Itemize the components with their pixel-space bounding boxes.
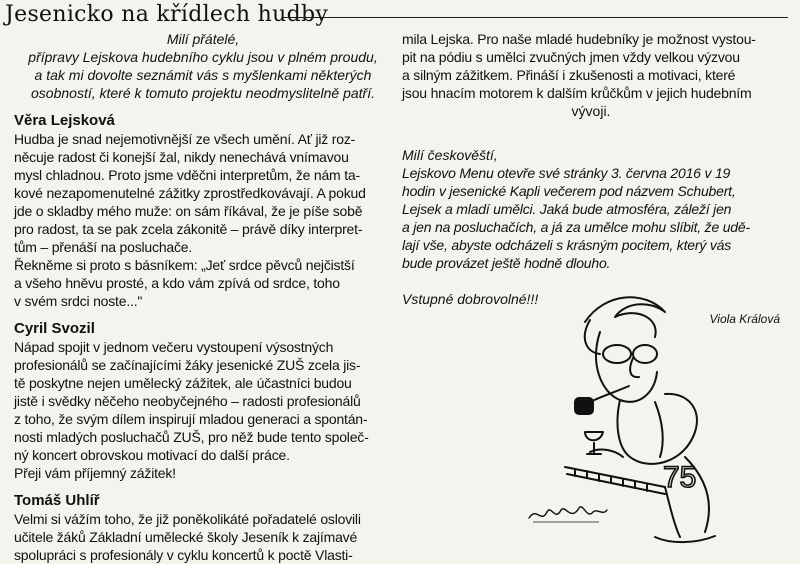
section-heading: Věra Lejsková <box>14 112 115 129</box>
body-line: profesionálů se začínajícími žáky jesenické ZUŠ zcela jis- <box>14 357 361 373</box>
invitation-line: a jen na posluchačích, a já za umělce mohu slíbit, že udě- <box>402 219 750 235</box>
body-line: a všeho hněvu prosté, a kdo vám zpívá od srdce, toho <box>14 275 340 291</box>
invitation-line: lají vše, abyste odcházeli s krásným pocitem, který vás <box>402 237 732 253</box>
invitation-line: bude provázet ještě hodně dlouho. <box>402 255 611 271</box>
body-line: ný koncert obrovskou motivací do další práce. <box>14 447 290 463</box>
invitation-line: hodin v jesenické Kapli večerem pod názvem Schubert, <box>402 183 736 199</box>
body-line: Hudba je snad nejemotivnější ze všech umění. Ať již roz- <box>14 131 356 147</box>
body-line: nosti mladých posluchačů ZUŠ, pro něž bude tento společ- <box>14 429 369 445</box>
invitation-line: Lejsek a mladí umělci. Jaká bude atmosféra, záleží jen <box>402 201 732 217</box>
section-heading: Cyril Svozil <box>14 320 95 337</box>
admission-note: Vstupné dobrovolné!!! <box>402 291 539 307</box>
body-line: Nápad spojit v jednom večeru vystoupení výsostných <box>14 339 334 355</box>
body-line: Řekněme si proto s básníkem: „Jeť srdce pěvců nejčistší <box>14 257 355 273</box>
author-signature: Viola Králová <box>709 312 780 326</box>
intro-line: přípravy Lejskova hudebního cyklu jsou v plném proudu, <box>28 49 378 65</box>
body-line: něcuje radost či konejší žal, nikdy nenechává vnímavou <box>14 149 349 165</box>
composer-signature <box>527 500 609 528</box>
intro-line: Milí přátelé, <box>166 31 240 47</box>
body-line: mysl chladnou. Proto jsme vděčni interpretům, že nám ta- <box>14 167 360 183</box>
body-line: pro radost, ta se pak zcela zákonitě – právě díky interpret- <box>14 221 363 237</box>
drawing-number: 75 <box>663 461 697 494</box>
intro-line: osobností, které k tomuto projektu neodmyslitelně patří. <box>31 85 375 101</box>
body-line: mila Lejska. Pro naše mladé hudebníky je možnost vystou- <box>402 31 756 47</box>
intro-block <box>14 30 392 102</box>
section-heading: Tomáš Uhlíř <box>14 492 100 509</box>
body-line: učitele žáků Základní umělecké školy Jeseník k zajímavé <box>14 529 358 545</box>
body-line: Přeji vám příjemný zážitek! <box>14 465 176 481</box>
left-column <box>14 30 392 564</box>
intro-line: a tak mi dovolte seznámit vás s myšlenkami některých <box>34 67 372 83</box>
body-line: jistě i svědky něčeho neobyčejného – radosti profesionálů <box>14 393 361 409</box>
body-line: kové nezapomenutelné zážitky zprostředkovávají. A pokud <box>14 185 366 201</box>
body-line: spolupráci s profesionály v cyklu koncertů k poctě Vlasti- <box>14 547 353 563</box>
body-line: tě poskytne nejen umělecký zážitek, ale účastníci budou <box>14 375 352 391</box>
body-line: pit na pódiu s umělci zvučných jmen vždy velkou výzvou <box>402 49 740 65</box>
header-rule <box>283 17 788 18</box>
body-line: vývoji. <box>571 103 611 119</box>
body-line: a silným zážitkem. Přináší i zkušenosti a motivaci, které <box>402 67 736 83</box>
body-line: Velmi si vážím toho, že již poněkolikáté pořadatelé oslovili <box>14 511 361 527</box>
page-title: Jesenicko na křídlech hudby <box>5 2 329 27</box>
greeting: Milí českověští, <box>402 147 498 163</box>
body-line: jsou hnacím motorem k dalším krůčkům v jejich hudebním <box>402 85 752 101</box>
invitation-line: Lejskovo Menu otevře své stránky 3. června 2016 v 19 <box>402 165 731 181</box>
body-line: z toho, že svým dílem inspirují mladou generaci a spontán- <box>14 411 368 427</box>
body-line: jde o skladby mého muže: on sám říkával, že je píše sobě <box>14 203 363 219</box>
body-line: tům – přenáší na posluchače. <box>14 239 193 255</box>
body-line: v svém srdci noste..." <box>14 293 143 309</box>
